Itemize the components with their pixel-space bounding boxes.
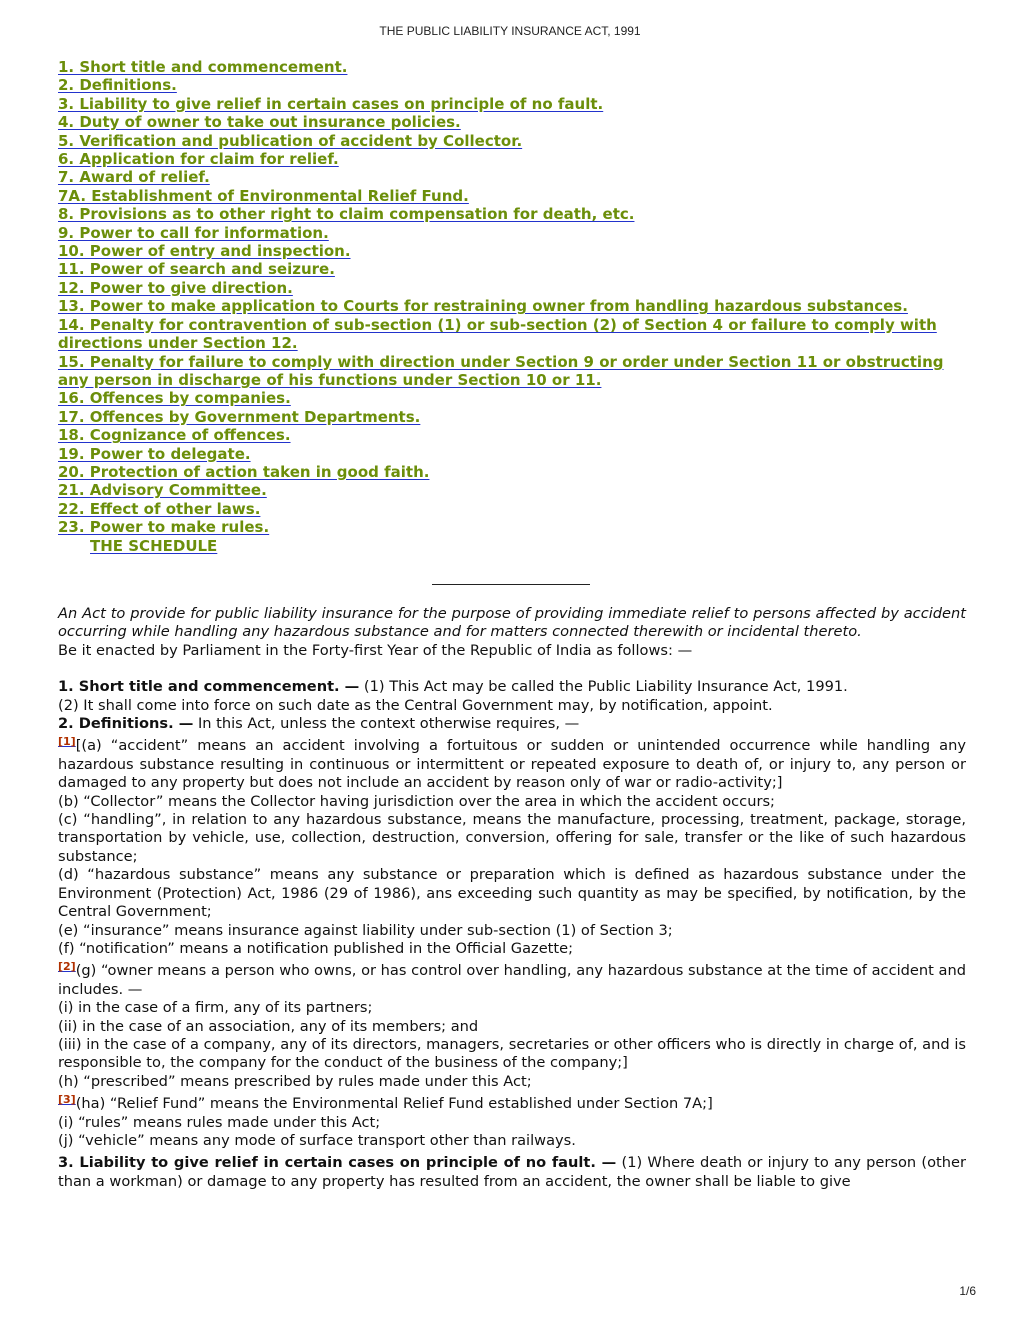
section-2-heading: 2. Definitions. — bbox=[58, 715, 194, 733]
toc-link-section-1[interactable]: 1. Short title and commencement. bbox=[58, 58, 348, 76]
definition-g bbox=[58, 958, 966, 999]
section-3-heading: 3. Liability to give relief in certain cases on principle of no fault. — bbox=[58, 1154, 617, 1172]
separator-rule bbox=[432, 584, 590, 585]
definition-b: (b) “Collector” means the Collector having jurisdiction over the area in which the accident occurs; bbox=[58, 792, 775, 810]
toc-link-section-10[interactable]: 10. Power of entry and inspection. bbox=[58, 242, 351, 261]
toc-link-section-20[interactable]: 20. Protection of action taken in good faith. bbox=[58, 462, 430, 481]
toc-link-section-17[interactable]: 17. Offences by Government Departments. bbox=[58, 407, 421, 426]
toc-link-section-2[interactable]: 2. Definitions. bbox=[58, 76, 177, 95]
toc-link-section-18[interactable]: 18. Cognizance of offences. bbox=[58, 426, 291, 445]
definition-g-text: (g) “owner means a person who owns, or has control over handling, any hazardous substance at the time of accident and includes. — bbox=[58, 962, 966, 998]
toc-link-section-21[interactable]: 21. Advisory Committee. bbox=[58, 481, 267, 500]
toc-link-section-16[interactable]: 16. Offences by companies. bbox=[58, 389, 291, 408]
toc-link-schedule[interactable]: THE SCHEDULE bbox=[90, 536, 218, 555]
definition-g-iii: (iii) in the case of a company, any of its directors, managers, secretaries or other officers who is directly in charge of, and is responsible to, the company for the conduct of the business of the company;] bbox=[58, 1035, 966, 1072]
section-3-text: (1) Where death or injury to any person (other than a workman) or damage to any property has resulted from an accident, the owner shall be liable to give bbox=[58, 1154, 966, 1190]
definition-ha bbox=[58, 1091, 966, 1113]
toc-link-section-6[interactable]: 6. Application for claim for relief. bbox=[58, 150, 339, 169]
toc-link-section-3[interactable]: 3. Liability to give relief in certain cases on principle of no fault. bbox=[58, 94, 604, 113]
section-1-heading: 1. Short title and commencement. — bbox=[58, 678, 360, 696]
section-1-text: (1) This Act may be called the Public Liability Insurance Act, 1991. bbox=[359, 678, 848, 696]
definition-i: (i) “rules” means rules made under this Act; bbox=[58, 1113, 381, 1131]
toc-link-section-4[interactable]: 4. Duty of owner to take out insurance policies. bbox=[58, 113, 461, 132]
toc-link-section-9[interactable]: 9. Power to call for information. bbox=[58, 223, 329, 242]
toc-link-section-7a[interactable]: 7A. Establishment of Environmental Relief Fund. bbox=[58, 186, 469, 205]
footnote-link-1[interactable]: [1] bbox=[58, 735, 76, 749]
definition-e: (e) “insurance” means insurance against liability under sub-section (1) of Section 3; bbox=[58, 921, 673, 939]
page-header: THE PUBLIC LIABILITY INSURANCE ACT, 1991 bbox=[379, 24, 641, 38]
section-1-subsection-2: (2) It shall come into force on such date as the Central Government may, by notification, appoint. bbox=[58, 696, 773, 714]
section-3 bbox=[58, 1154, 966, 1191]
toc-link-section-8[interactable]: 8. Provisions as to other right to claim compensation for death, etc. bbox=[58, 205, 635, 224]
toc-link-section-15[interactable]: 15. Penalty for failure to comply with direction under Section 9 or order under Section 11 or obstructing any person in discharge of his functions under Section 10 or 11. bbox=[58, 352, 944, 389]
definition-d: (d) “hazardous substance” means any substance or preparation which is defined as hazardous substance under the Environment (Protection) Act, 1986 (29 of 1986), ans exceeding such quantity as may be specified, by notification, by the Central Government; bbox=[58, 866, 966, 921]
definition-c: (c) “handling”, in relation to any hazardous substance, means the manufacture, processing, treatment, package, storage, transportation by vehicle, use, collection, destruction, conversion, offering for sale, transfer or the like of such hazardous substance; bbox=[58, 811, 966, 865]
toc-link-section-5[interactable]: 5. Verification and publication of accident by Collector. bbox=[58, 131, 523, 150]
act-preamble: An Act to provide for public liability insurance for the purpose of providing immediate relief to persons affected by accident occurring while handling any hazardous substance and for matters connected therewith or incidental thereto. bbox=[58, 605, 966, 641]
definition-g-i: (i) in the case of a firm, any of its partners; bbox=[58, 999, 373, 1017]
footnote-link-2[interactable]: [2] bbox=[58, 960, 76, 974]
act-body bbox=[58, 605, 966, 1191]
section-2 bbox=[58, 715, 966, 733]
spacer bbox=[58, 660, 966, 678]
enacting-clause: Be it enacted by Parliament in the Forty-first Year of the Republic of India as follows: — bbox=[58, 641, 693, 659]
definition-g-ii: (ii) in the case of an association, any of its members; and bbox=[58, 1017, 479, 1035]
section-2-text: In this Act, unless the context otherwise requires, — bbox=[193, 715, 580, 733]
toc-link-section-19[interactable]: 19. Power to delegate. bbox=[58, 444, 251, 463]
toc-link-section-22[interactable]: 22. Effect of other laws. bbox=[58, 499, 261, 518]
page-number: 1/6 bbox=[959, 1284, 976, 1298]
definition-j: (j) “vehicle” means any mode of surface transport other than railways. bbox=[58, 1131, 576, 1149]
toc-link-section-13[interactable]: 13. Power to make application to Courts for restraining owner from handling hazardous substances. bbox=[58, 297, 908, 316]
definition-a bbox=[58, 733, 966, 792]
toc-link-section-12[interactable]: 12. Power to give direction. bbox=[58, 278, 293, 297]
toc-link-section-14[interactable]: 14. Penalty for contravention of sub-section (1) or sub-section (2) of Section 4 or failure to comply with directions under Section 12. bbox=[58, 315, 937, 353]
toc-link-section-23[interactable]: 23. Power to make rules. bbox=[58, 518, 270, 537]
definition-f: (f) “notification” means a notification published in the Official Gazette; bbox=[58, 939, 574, 957]
footnote-link-3[interactable]: [3] bbox=[58, 1093, 76, 1107]
toc-link-section-7[interactable]: 7. Award of relief. bbox=[58, 168, 210, 187]
section-1 bbox=[58, 678, 966, 696]
definition-h: (h) “prescribed” means prescribed by rules made under this Act; bbox=[58, 1072, 532, 1090]
definition-a-text: [(a) “accident” means an accident involving a fortuitous or sudden or unintended occurrence while handling any hazardous substance resulting in continuous or intermittent or repeated exposure to death of, or injury to, any person or damaged to any property but does not include an accident by reason only of war or radio-activity;] bbox=[58, 737, 966, 792]
toc-link-section-11[interactable]: 11. Power of search and seizure. bbox=[58, 260, 335, 279]
table-of-contents bbox=[58, 58, 968, 555]
definition-ha-text: (ha) “Relief Fund” means the Environmental Relief Fund established under Section 7A;] bbox=[75, 1095, 713, 1113]
